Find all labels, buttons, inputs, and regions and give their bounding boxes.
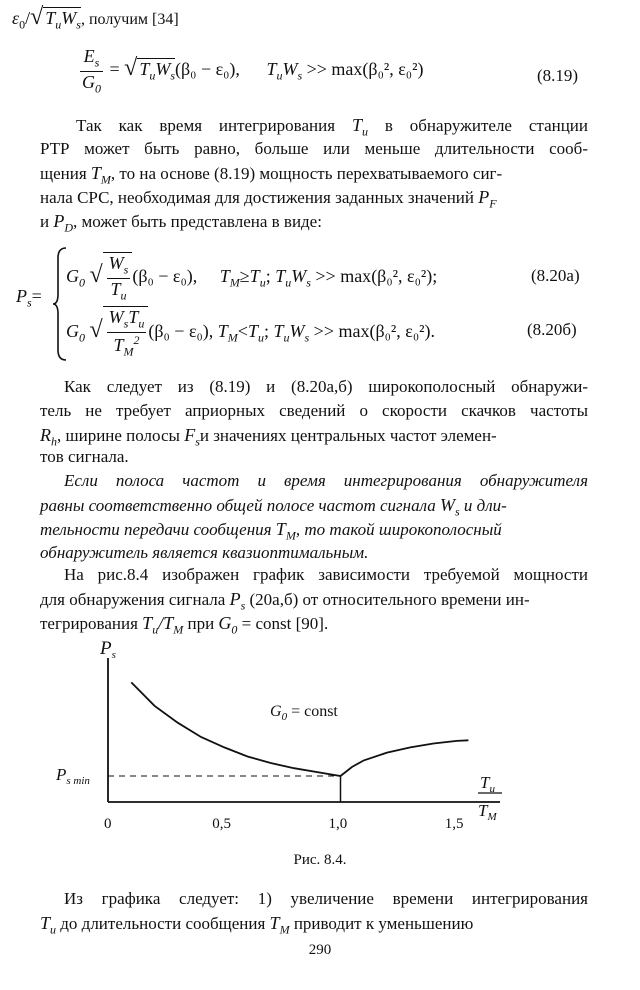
e-sub: s [94,55,100,70]
para2-line1 [40,376,588,398]
p-sub: F [489,196,497,211]
equation-8-20a [66,252,437,303]
w-sub: s [123,316,129,331]
w-symbol: W [108,253,124,273]
g-sub: 0 [79,330,85,345]
g-symbol: G [82,71,95,92]
w-sub: s [297,68,303,83]
t-symbol: T [40,913,51,933]
paren-expr: (β₀ − ε₀), [148,321,214,342]
ws-over-ti [107,253,131,303]
lt-sign: < [237,321,248,342]
para4-line1 [40,564,588,586]
t-symbol: T [269,913,280,933]
sqrt-symbol: √ [89,262,103,289]
e-symbol: E [83,46,95,66]
para-text: тегрирования [40,614,138,633]
para-text: тельности передачи сообщения [40,520,272,539]
p-sub: s [240,598,246,613]
figure-caption: Рис. 8.4. [293,852,347,868]
para-text: и [40,212,50,231]
eq-condition-args: (β₀², ε₀²) [362,59,424,80]
g-sub: 0 [79,275,85,290]
t-sub: M [227,330,238,345]
p-symbol: P [478,187,490,207]
para-text: Как следует из (8.19) и (8.20а,б) широкополосный обнаружи- [64,377,588,396]
x-axis-label-denominator: $T_M$ [478,801,497,823]
x-tick-label: 0,5 [212,816,231,832]
pmin-label: $P_{s min}$ [56,765,90,787]
chart-figure-8-4 [56,638,560,840]
g-symbol: G [218,613,232,633]
t-sub: и [149,68,156,83]
w-sub: s [304,330,310,345]
t-symbol: T [217,321,228,342]
es-over-g0 [80,46,103,96]
para4-line3: тегрирования $T_и/T_M$ при $G_0$ = const [90]. [40,613,329,637]
equals-sign: = [31,286,42,306]
g-sub: 0 [231,622,238,637]
para-text: нала СРС, необходимая для достижения заданных значений [40,188,474,207]
para2-line4: тов сигнала. [40,447,129,466]
w-symbol: W [291,266,307,287]
equation-8-20b [66,306,435,359]
t-symbol: T [128,307,139,327]
t-sub: и [259,275,266,290]
w-symbol: W [282,59,298,80]
w-sub: s [454,504,460,519]
para3-line1 [40,470,588,492]
sqrt-symbol: √ [124,55,138,82]
intro-text: , получим [34] [80,11,179,28]
equation-label-8-20b: (8.20б) [527,320,577,339]
g-sub: 0 [95,81,101,96]
epsilon-symbol: ε [12,8,20,28]
w-sub: s [306,275,311,290]
t-sub: и [138,316,145,331]
para-text: На рис.8.4 изображен график зависимости требуемой мощности [64,565,588,584]
page-number: 290 [308,942,332,958]
g-symbol: G [66,321,79,342]
p-symbol: P [16,286,27,306]
max-op: >> max [315,266,372,287]
t-sub: и [152,622,159,637]
g-symbol: G [66,266,79,287]
y-axis-label: $P_s$ [100,638,116,661]
t-sub: и [55,17,62,32]
p-sub: D [64,220,74,235]
t-symbol: T [113,334,124,355]
max-args: (β₀², ε₀²). [369,321,436,342]
para-text: до длительности сообщения [60,914,266,933]
para5-line1 [40,888,588,910]
equation-8-19: $\frac{E_s}{G_0}$ = √ $T_иW_s(\beta_0 - \varepsilon_0)$, $T_иW_s >> \max(\beta_0^2$, ε₀²) [82,46,424,96]
max-args: (β₀², ε₀²); [371,266,438,287]
para-text: , то такой широкополосный [295,520,502,539]
para-text: , может быть представлена в виде: [73,212,322,231]
t-symbol: T [110,278,121,299]
epsilon-sub: 0 [19,17,26,32]
t-symbol: T [45,8,56,28]
para1-line5 [40,210,588,239]
para-text: в обнаружителе станции [384,116,588,135]
para-text: = const [90]. [241,614,329,633]
series-curve [131,682,468,776]
t-symbol: T [90,163,101,183]
x-tick-label: 1,0 [328,816,348,832]
t-sub: и [120,288,127,303]
t-sub: и [361,124,368,139]
x-tick-label: 0 [104,816,112,832]
t-sub: и [50,922,57,937]
semicolon: ; [263,321,269,342]
w-symbol: W [61,8,77,28]
t-symbol: T [273,321,284,342]
max-op: >> max [313,321,370,342]
t-symbol: T [219,266,230,287]
t-symbol: T [275,266,286,287]
wsti-over-tm2 [107,307,147,359]
w-sub: s [123,262,129,277]
t-sup: 2 [133,332,140,347]
sqrt-symbol: √ [89,317,103,344]
para2-line2: тель не требует априорных сведений о скорости скачков частоты [40,401,588,420]
equation-label-8-20a: (8.20a) [531,266,580,285]
x-tick-label: 1,5 [444,816,464,832]
equation-label-8-19: (8.19) [537,66,579,85]
t-symbol: T [275,519,286,539]
t-sub: M [100,172,111,187]
r-sub: h [51,434,57,449]
eq-condition: >> max [306,59,363,80]
w-symbol: W [108,307,124,327]
w-symbol: W [155,59,171,80]
t-symbol: T [266,59,277,80]
para-text: равны соответственно общей полосе частот сигнала [40,496,436,515]
para-text: для обнаружения сигнала [40,590,226,609]
para-text: и дли- [463,496,507,515]
para-text: , ширине полосы [57,426,180,445]
equation-8-20-lhs [16,286,42,311]
para5-line2 [40,912,588,941]
slash: / [25,8,31,28]
w-sub: s [170,68,176,83]
para-text: (20а,б) от относительного времени ин- [249,590,530,609]
p-symbol: P [229,589,241,609]
w-symbol: W [289,321,305,342]
para-text: щения [40,164,87,183]
p-symbol: P [53,211,65,231]
intro-line [12,4,179,33]
t-sub: и [257,330,264,345]
t-symbol: T [351,115,362,135]
para-text: приводит к уменьшению [293,914,474,933]
para-text: и значениях центральных частот элемен- [199,426,497,445]
t-sub: M [285,528,296,543]
annotation-g0-const: $G_0$ = const [270,703,338,723]
t-sub: и [285,275,292,290]
sqrt-symbol: √ [30,4,44,30]
t-symbol: T [163,613,174,633]
t-sub: M [279,922,290,937]
w-symbol: W [439,495,455,515]
para3-line4: обнаружитель является квазиоптимальным. [40,543,369,562]
para-text: при [187,614,215,633]
para-text: Из графика следует: 1) увеличение времени интегрирования [64,889,588,908]
para1-line2: РТР может быть равно, больше или меньше длительности сооб- [40,139,588,158]
geq-sign: ≥ [239,266,250,287]
t-symbol: T [249,266,260,287]
t-sub: и [283,330,290,345]
t-sub: M [173,622,184,637]
paren-expr: (β₀ − ε₀), [132,266,198,287]
r-symbol: R [40,425,51,445]
para-text: Если полоса частот и время интегрирования обнаружителя [64,471,588,490]
para-text: , то на основе (8.19) мощность перехватываемого сиг- [110,164,503,183]
f-sub: s [195,434,200,449]
eq-rhs: (β₀ − ε₀), [175,59,240,80]
p-sub: s [27,295,32,310]
para-text: Так как время интегрирования [76,116,336,135]
x-axis-label-numerator: $T_и$ [480,773,495,795]
t-symbol: T [139,59,150,80]
t-symbol: T [247,321,258,342]
t-sub: M [123,344,134,359]
t-sub: и [276,68,283,83]
semicolon: ; [265,266,271,287]
t-sub: M [229,275,240,290]
f-symbol: F [184,425,196,445]
w-sub: s [76,17,81,32]
t-symbol: T [142,613,153,633]
